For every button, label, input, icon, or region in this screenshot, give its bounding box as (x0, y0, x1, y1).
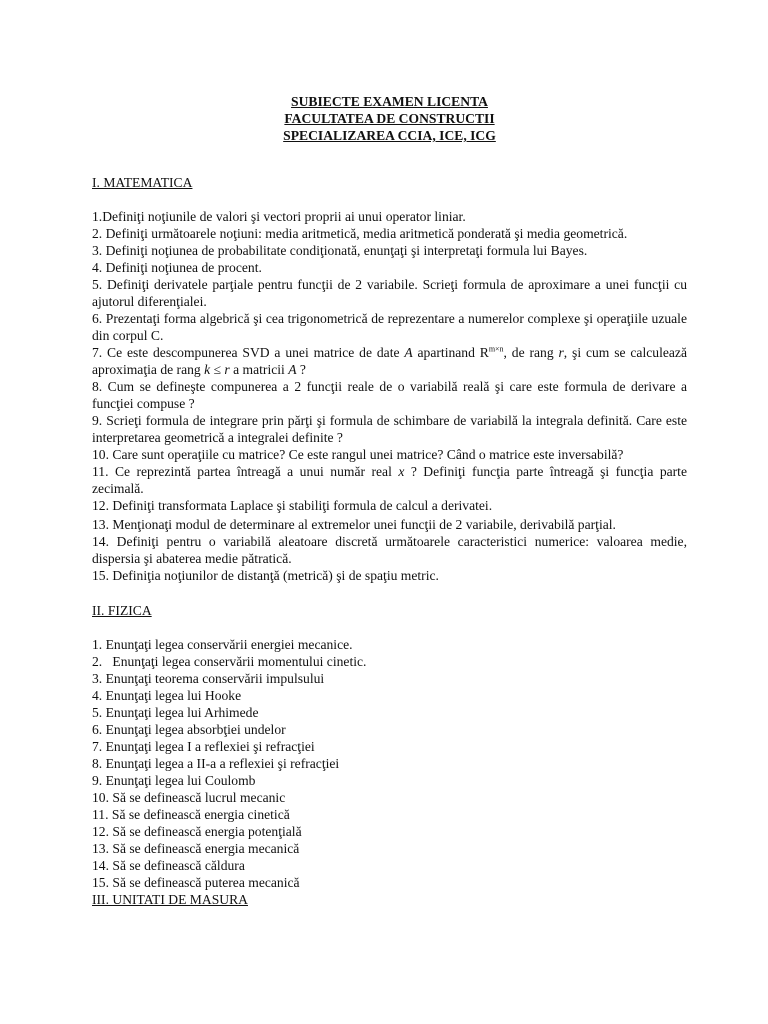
section-heading-units: III. UNITATI DE MASURA (92, 892, 248, 907)
physics-question-10: 10. Să se definească lucrul mecanic (92, 790, 286, 805)
math-question-11 (92, 463, 687, 497)
q7-superscript: m×n (488, 344, 504, 354)
q7-text-4: , şi cum se calculează aproximaţia de rang (92, 345, 687, 377)
physics-question-7: 7. Enunţaţi legea I a reflexiei şi refracţiei (92, 739, 315, 754)
math-question-15: 15. Definiţia noţiunilor de distanţă (metrică) şi de spaţiu metric. (92, 568, 439, 583)
q7-var-k: k ≤ r (204, 362, 230, 377)
physics-question-list (92, 636, 687, 891)
math-question-7 (92, 344, 687, 378)
q7-var-a2: A (288, 362, 297, 377)
physics-question-15: 15. Să se definească puterea mecanică (92, 875, 300, 890)
math-question-3: 3. Definiţi noţiunea de probabilitate condiţionată, enunţaţi şi interpretaţi formula lui Bayes. (92, 243, 588, 258)
physics-question-8: 8. Enunţaţi legea a II-a a reflexiei şi refracţiei (92, 756, 340, 771)
title-line-exam: SUBIECTE EXAMEN LICENTA (291, 94, 488, 109)
math-question-13: 13. Menţionaţi modul de determinare al extremelor unei funcţii de 2 variabile, derivabilă parţial. (92, 517, 616, 532)
q7-text-3: , de rang (503, 345, 559, 360)
physics-question-6: 6. Enunţaţi legea absorbţiei undelor (92, 722, 286, 737)
math-question-1: 1.Definiţi noţiunile de valori şi vectori proprii ai unui operator liniar. (92, 209, 466, 224)
q11-text-2: ? Definiţi funcţia parte întreagă şi funcţia parte zecimală. (92, 464, 687, 496)
title-line-faculty: FACULTATEA DE CONSTRUCTII (284, 111, 495, 126)
q7-text-6: ? (296, 362, 306, 377)
physics-question-14: 14. Să se definească căldura (92, 858, 245, 873)
q7-var-a: A (404, 345, 413, 360)
q7-var-r: r (558, 345, 564, 360)
physics-question-3: 3. Enunţaţi teorema conservării impulsului (92, 671, 325, 686)
math-question-10: 10. Care sunt operaţiile cu matrice? Ce este rangul unei matrice? Când o matrice este inversabilă? (92, 447, 624, 462)
q7-text-5: a matricii (229, 362, 289, 377)
physics-question-5: 5. Enunţaţi legea lui Arhimede (92, 705, 259, 720)
math-question-14: 14. Definiţi pentru o variabilă aleatoare discretă următoarele caracteristici numerice: valoarea medie, dispersia şi abaterea medie pătratică. (92, 534, 687, 566)
physics-question-1: 1. Enunţaţi legea conservării energiei mecanice. (92, 637, 353, 652)
q7-text-2: apartinand R (412, 345, 489, 360)
physics-question-11: 11. Să se definească energia cinetică (92, 807, 290, 822)
section-heading-physics: II. FIZICA (92, 603, 152, 618)
physics-question-12: 12. Să se definească energia potenţială (92, 824, 302, 839)
math-question-8: 8. Cum se defineşte compunerea a 2 funcţii reale de o variabilă reală şi care este formula de derivare a funcţiei compuse ? (92, 379, 687, 411)
title-line-specialization: SPECIALIZAREA CCIA, ICE, ICG (283, 128, 496, 143)
math-question-9: 9. Scrieţi formula de integrare prin părţi şi formula de schimbare de variabilă la integrala definită. Care este interpretarea geometrică a integralei definite ? (92, 413, 687, 445)
q11-var-x: x (398, 464, 405, 479)
math-question-2: 2. Definiţi următoarele noţiuni: media aritmetică, media aritmetică ponderată şi media geometrică. (92, 226, 628, 241)
math-question-5: 5. Definiţi derivatele parţiale pentru funcţii de 2 variabile. Scrieţi formula de aproximare a unei funcţii cu ajutorul diferenţialei. (92, 277, 687, 309)
physics-question-13: 13. Să se definească energia mecanică (92, 841, 300, 856)
physics-question-2: 2. Enunţaţi legea conservării momentului cinetic. (92, 654, 367, 669)
q7-text-1: 7. Ce este descompunerea SVD a unei matrice de date (92, 345, 405, 360)
section-heading-math: I. MATEMATICA (92, 175, 193, 190)
math-question-4: 4. Definiţi noţiunea de procent. (92, 260, 262, 275)
document-title (92, 93, 687, 144)
document-page (92, 93, 687, 908)
q11-text-1: 11. Ce reprezintă partea întreagă a unui număr real (92, 464, 399, 479)
physics-question-4: 4. Enunţaţi legea lui Hooke (92, 688, 242, 703)
physics-question-9: 9. Enunţaţi legea lui Coulomb (92, 773, 256, 788)
math-question-6: 6. Prezentaţi forma algebrică şi cea trigonometrică de reprezentare a numerelor complexe şi operaţiile uzuale din corpul C. (92, 311, 687, 343)
math-question-12: 12. Definiţi transformata Laplace şi stabiliţi formula de calcul a derivatei. (92, 498, 493, 513)
